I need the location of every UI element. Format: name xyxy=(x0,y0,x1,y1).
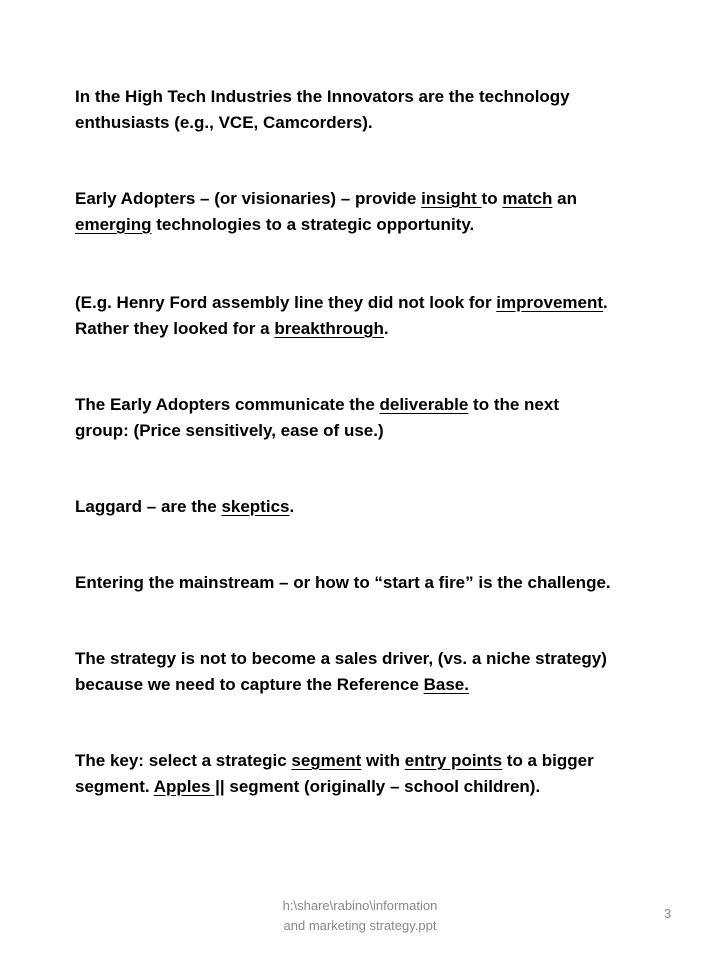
underlined-segment: segment xyxy=(291,751,362,770)
text-line xyxy=(75,186,685,212)
text-line: enthusiasts (e.g., VCE, Camcorders). xyxy=(75,113,373,132)
paragraph-innovators xyxy=(75,84,685,136)
text-segment: The Early Adopters communicate the xyxy=(75,395,380,414)
underlined-improvement: improvement xyxy=(496,293,604,312)
text-segment: Early Adopters – (or visionaries) – provide xyxy=(75,189,422,208)
text-line: The strategy is not to become a sales driver, (vs. a niche strategy) xyxy=(75,649,607,668)
paragraph-deliverable xyxy=(75,392,685,444)
text-line xyxy=(75,316,685,342)
text-segment: to a bigger xyxy=(502,751,594,770)
underlined-deliverable: deliverable xyxy=(379,395,469,414)
text-line xyxy=(75,748,685,774)
paragraph-henry-ford xyxy=(75,290,685,342)
underlined-base: Base. xyxy=(423,675,469,694)
text-segment: (E.g. Henry Ford assembly line they did not look for xyxy=(75,293,497,312)
paragraph-early-adopters xyxy=(75,186,685,238)
text-segment: Laggard – are the xyxy=(75,497,222,516)
paragraph-mainstream xyxy=(75,570,685,596)
underlined-breakthrough: breakthrough xyxy=(274,319,384,338)
text-line: Entering the mainstream – or how to “start a fire” is the challenge. xyxy=(75,573,611,592)
text-segment: segment (originally – school children). xyxy=(224,777,541,796)
text-segment: Rather they looked for a xyxy=(75,319,275,338)
text-segment: an xyxy=(552,189,577,208)
text-line xyxy=(75,290,685,316)
underlined-insight: insight xyxy=(421,189,482,208)
text-segment: . xyxy=(289,497,295,516)
text-line xyxy=(75,212,685,238)
text-line: group: (Price sensitively, ease of use.) xyxy=(75,421,384,440)
paragraph-key xyxy=(75,748,685,800)
paragraph-strategy xyxy=(75,646,685,698)
text-line xyxy=(75,774,685,800)
text-line xyxy=(75,392,685,418)
text-segment: to the next xyxy=(468,395,559,414)
text-segment: to xyxy=(481,189,503,208)
text-segment: The key: select a strategic xyxy=(75,751,292,770)
text-segment: with xyxy=(361,751,405,770)
text-segment: because we need to capture the Reference xyxy=(75,675,424,694)
underlined-apples: Apples || xyxy=(153,777,225,796)
text-segment: technologies to a strategic opportunity. xyxy=(151,215,475,234)
text-line xyxy=(75,672,685,698)
footer-file-path xyxy=(230,896,490,936)
text-segment: segment. xyxy=(75,777,154,796)
underlined-skeptics: skeptics xyxy=(221,497,290,516)
underlined-match: match xyxy=(502,189,553,208)
footer-path-line: and marketing strategy.ppt xyxy=(283,918,437,933)
text-line: In the High Tech Industries the Innovators are the technology xyxy=(75,87,570,106)
paragraph-laggard xyxy=(75,494,685,520)
underlined-entry-points: entry points xyxy=(404,751,503,770)
footer-path-line: h:\share\rabino\information xyxy=(282,898,438,913)
text-segment: . xyxy=(383,319,389,338)
text-segment: . xyxy=(603,293,608,312)
page-number: 3 xyxy=(664,906,672,921)
underlined-emerging: emerging xyxy=(75,215,152,234)
text-line xyxy=(75,494,685,520)
